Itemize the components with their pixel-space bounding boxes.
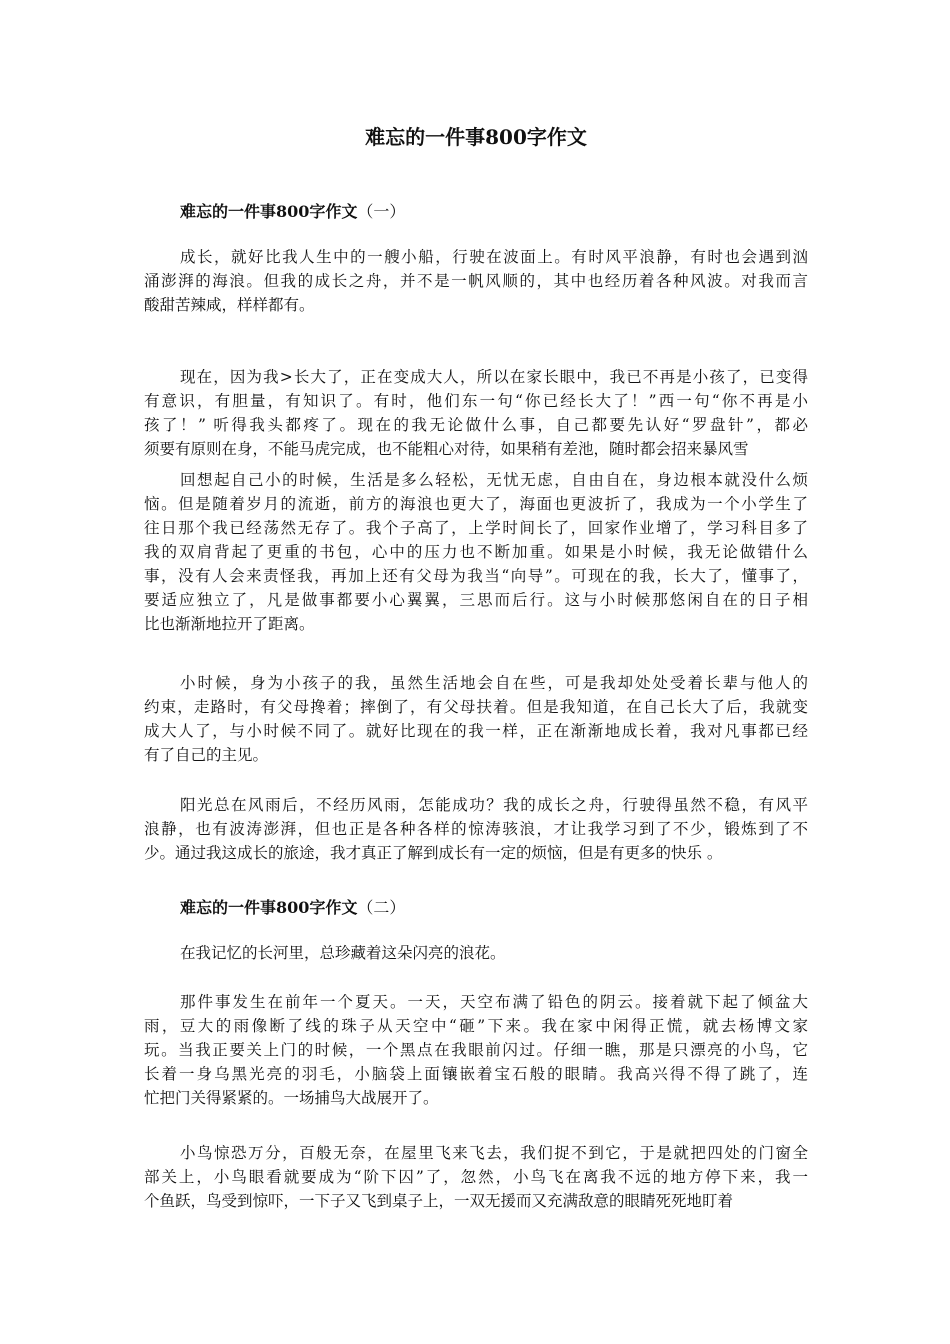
paragraph-line: 忙把门关得紧紧的。一场捕鸟大战展开了。 [144, 1089, 439, 1107]
section-heading-text: 难忘的一件事800字作文 [180, 898, 358, 917]
paragraph-line: 酸甜苦辣咸，样样都有。 [144, 296, 315, 314]
paragraph-line: 恼。但是随着岁月的流逝，前方的海浪也更大了，海面也更波折了，我成为一个小学生了 [144, 495, 808, 513]
paragraph-line: 少。通过我这成长的旅途，我才真正了解到成长有一定的烦恼，但是有更多的快乐 。 [144, 844, 723, 862]
paragraph-line: 玩。当我正要关上门的时候，一个黑点在我眼前闪过。仔细一瞧，那是只漂亮的小鸟，它 [144, 1041, 808, 1059]
paragraph [144, 1141, 808, 1213]
paragraph-line: 阳光总在风雨后，不经历风雨，怎能成功？我的成长之舟，行驶得虽然不稳，有风平 [180, 796, 808, 814]
paragraph [144, 468, 808, 636]
paragraph-line: 有意识，有胆量，有知识了。有时，他们东一句“你已经长大了！”西一句“你不再是小 [144, 392, 808, 410]
paragraph-line: 须要有原则在身，不能马虎完成，也不能粗心对待，如果稍有差池，随时都会招来暴风雪 [144, 440, 749, 458]
section-heading [180, 896, 405, 920]
paragraph-line: 雨，豆大的雨像断了线的珠子从天空中“砸”下来。我在家中闲得正慌，就去杨博文家 [144, 1017, 808, 1035]
section-heading [180, 200, 405, 224]
paragraph-line: 小时候，身为小孩子的我，虽然生活地会自在些，可是我却处处受着长辈与他人的 [180, 674, 808, 692]
paragraph-line: 在我记忆的长河里，总珍藏着这朵闪亮的浪花。 [180, 944, 506, 962]
paragraph-line: 成大人了，与小时候不同了。就好比现在的我一样，正在渐渐地成长着，我对凡事都已经 [144, 722, 808, 740]
paragraph-line: 要适应独立了，凡是做事都要小心翼翼，三思而后行。这与小时候那悠闲自在的日子相 [144, 591, 808, 609]
paragraph-line: 孩了！” 听得我头都疼了。现在的我无论做什么事，自己都要先认好“罗盘针”，都必 [144, 416, 808, 434]
document-title: 难忘的一件事800字作文 [365, 125, 587, 149]
paragraph-line: 现在，因为我>长大了，正在变成大人，所以在家长眼中，我已不再是小孩了，已变得 [180, 368, 808, 386]
paragraph [144, 793, 808, 865]
document-page [144, 0, 808, 1344]
paragraph-line: 长着一身乌黑光亮的羽毛，小脑袋上面镶嵌着宝石般的眼睛。我高兴得不得了跳了，连 [144, 1065, 808, 1083]
section-heading-number: （一） [357, 202, 406, 221]
paragraph [144, 365, 808, 461]
section-heading-text: 难忘的一件事800字作文 [180, 202, 358, 221]
paragraph-line: 成长，就好比我人生中的一艘小船，行驶在波面上。有时风平浪静，有时也会遇到汹 [180, 248, 808, 266]
paragraph-line: 有了自己的主见。 [144, 746, 269, 764]
paragraph-line: 部关上，小鸟眼看就要成为“阶下囚”了，忽然，小鸟飞在离我不远的地方停下来，我一 [144, 1168, 808, 1186]
paragraph-line: 约束，走路时，有父母搀着；摔倒了，有父母扶着。但是我知道，在自己长大了后，我就变 [144, 698, 808, 716]
paragraph-line: 小鸟惊恐万分，百般无奈，在屋里飞来飞去，我们捉不到它，于是就把四处的门窗全 [180, 1144, 808, 1162]
section-heading-number: （二） [357, 898, 406, 917]
paragraph-line: 往日那个我已经荡然无存了。我个子高了，上学时间长了，回家作业增了，学习科目多了 [144, 519, 808, 537]
paragraph-line: 那件事发生在前年一个夏天。一天，天空布满了铅色的阴云。接着就下起了倾盆大 [180, 993, 808, 1011]
paragraph [144, 671, 808, 767]
paragraph-line: 浪静，也有波涛澎湃，但也正是各种各样的惊涛骇浪，才让我学习到了不少，锻炼到了不 [144, 820, 808, 838]
paragraph-line: 比也渐渐地拉开了距离。 [144, 615, 315, 633]
paragraph-line: 个鱼跃，鸟受到惊吓，一下子又飞到桌子上，一双无援而又充满敌意的眼睛死死地盯着 [144, 1192, 734, 1210]
paragraph-line: 涌澎湃的海浪。但我的成长之舟，并不是一帆风顺的，其中也经历着各种风波。对我而言 [144, 272, 808, 290]
paragraph-line: 回想起自己小的时候，生活是多么轻松，无忧无虑，自由自在，身边根本就没什么烦 [180, 471, 808, 489]
paragraph-line: 我的双肩背起了更重的书包，心中的压力也不断加重。如果是小时候，我无论做错什么 [144, 543, 808, 561]
paragraph-line: 事，没有人会来责怪我，再加上还有父母为我当“向导”。可现在的我，长大了，懂事了， [144, 567, 808, 585]
paragraph [144, 941, 808, 965]
paragraph [144, 990, 808, 1110]
paragraph [144, 245, 808, 317]
